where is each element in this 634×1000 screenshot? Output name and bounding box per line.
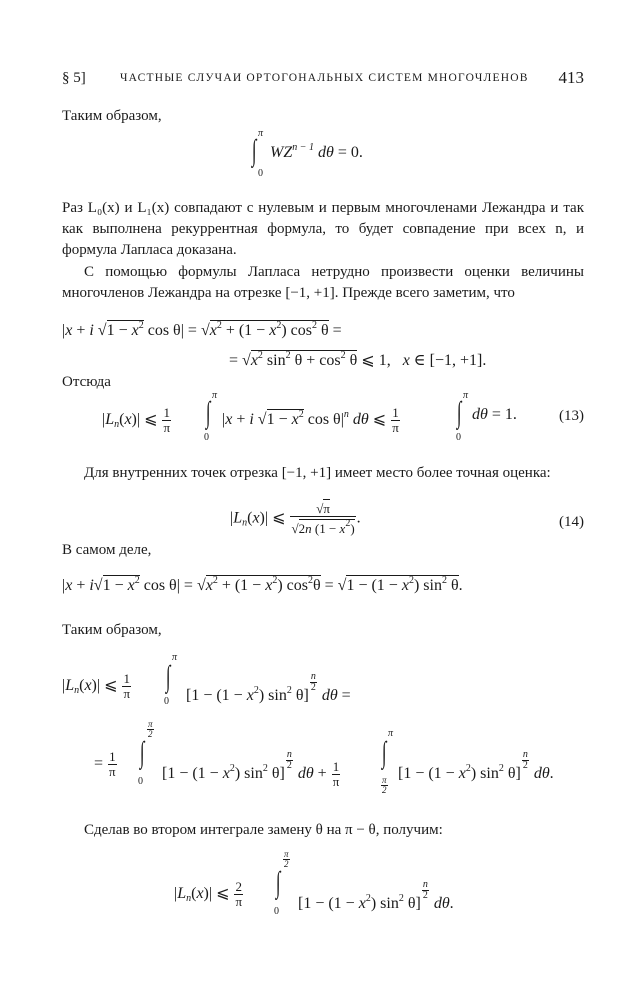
paragraph-6: В самом деле, xyxy=(62,542,152,558)
paragraph-8: Сделав во втором интеграле замену θ на π − θ, получим: xyxy=(84,822,443,838)
equation-modulus-1: |x + i $√1 - x^2$ $\cos \theta| = √x^2 + (1 - x^2)$ $\cos^2 \theta$ = xyxy=(62,320,342,339)
paragraph-1: Таким образом, xyxy=(62,108,162,124)
paragraph-4: Отсюда xyxy=(62,374,111,390)
section-number: § 5] xyxy=(62,70,86,86)
equation-modulus-3: $|x + i√1 - x^2$ $\cos \theta| = √x^2 + (1 - x^2) \cos^2\theta = √1 - (1 - x^2)$ $\sin^2 \theta$. xyxy=(62,575,463,594)
equation-bound-2: = $\frac{1}{\pi}$ $\frac{\pi}{2}$ ∫ 0 [$1 - (1 - x^2)$ $\sin^2 \theta$] $\frac{n}{2}$ dθ + $\frac{1}{\pi}$ π ∫ $\frac{\pi}{2}$ [$1 - (1 - x^2)$ $\sin^2 \theta$] $\frac{n}{2}$ dθ. xyxy=(94,719,554,795)
paragraph-2: Раз L₀(x) и L₁(x) совпадают с нулевым и первым многочленами Лежандра и так как выполнена рекуррентная формула, то будет совпадение при всех n, и формула Лапласа доказана. xyxy=(62,200,584,258)
book-page: § 5] ЧАСТНЫЕ СЛУЧАИ ОРТОГОНАЛЬНЫХ СИСТЕМ МНОГОЧЛЕНОВ 413 Таким образом, π ∫ 0 $WZ^{n - 1}$ dθ = 0. Раз L₀(x) и L₁(x) совпадают с нулевым и первым многочленами Лежандра и так как выполнена рекуррентная формула, то будет совпадение при всех n, и формула Лапласа доказана. С помощью формулы Лапласа нетрудно произвести оценки величины многочленов Лежандра на отрезке [−1, +1]. Прежде всего заметим, что |x + i $√1 - x^2$ $\cos \theta| = √x^2 + (1 - x^2)$ $\cos^2 \theta$ = = $√x^2$ $\sin^2 \theta + \cos^2 \theta$ ⩽ 1, x ∈ [−1, +1]. Отсюда $|L_n(x)|$ ⩽ $\frac{1}{\pi}$ π ∫ 0 |x + i $√1 - x^2$ $\cos \theta|^n$ dθ ⩽ $\frac{1}{\pi}$ π ∫ 0 dθ = 1. (13) Для внутренних точек отрезка [−1, +1] имеет место более точная оценка: $|L_n(x)|$ ⩽ $\frac{√\pi}{√2n (1 - x^2)}$ . (14) В самом деле, $|x + i√1 - x^2$ $\cos \theta| = √x^2 + (1 - x^2) \cos^2\theta = √1 - (1 - x^2)$ $\sin^2 \theta$. Таким образом, $|L_n(x)|$ ⩽ $\frac{1}{\pi}$ π ∫ 0 [$1 - (1 - x^2)$ $\sin^2 \theta$] $\frac{n}{2}$ dθ = = $\frac{1}{\pi}$ $\frac{\pi}{2}$ ∫ 0 [$1 - (1 - x^2)$ $\sin^2 \theta$] $\frac{n}{2}$ dθ + $\frac{1}{\pi}$ π ∫ $\frac{\pi}{2}$ [$1 - (1 - x^2)$ $\sin^2 \theta$] $\frac{n}{2}$ dθ. Сделав во втором интеграле замену θ на π − θ, получим: $|L_n(x)|$ ⩽ $\frac{2}{\pi}$ $\frac{\pi}{2}$ ∫ 0 [$1 - (1 - x^2)$ $\sin^2 \theta$] $\frac{n}{2}$ dθ. xyxy=(62,68,584,917)
equation-14-number: (14) xyxy=(559,514,584,530)
equation-14: $|L_n(x)|$ ⩽ $\frac{√\pi}{√2n (1 - x^2)}$ . xyxy=(230,501,361,536)
equation-13: $|L_n(x)|$ ⩽ $\frac{1}{\pi}$ π ∫ 0 |x + i $√1 - x^2$ $\cos \theta|^n$ dθ ⩽ $\frac{1}{\pi}$ π ∫ 0 dθ = 1. xyxy=(102,390,517,443)
running-header xyxy=(62,70,584,92)
paragraph-5: Для внутренних точек отрезка [−1, +1] имеет место более точная оценка: xyxy=(84,465,551,481)
paragraph-3: С помощью формулы Лапласа нетрудно произвести оценки величины многочленов Лежандра на отрезке [−1, +1]. Прежде всего заметим, что xyxy=(62,264,584,301)
paragraph-7: Таким образом, xyxy=(62,622,162,638)
page-number: 413 xyxy=(558,68,584,87)
running-title: ЧАСТНЫЕ СЛУЧАИ ОРТОГОНАЛЬНЫХ СИСТЕМ МНОГОЧЛЕНОВ xyxy=(120,72,529,84)
equation-13-number: (13) xyxy=(559,408,584,424)
equation-modulus-2: = $√x^2$ $\sin^2 \theta + \cos^2 \theta$ ⩽ 1, x ∈ [−1, +1]. xyxy=(229,350,487,369)
